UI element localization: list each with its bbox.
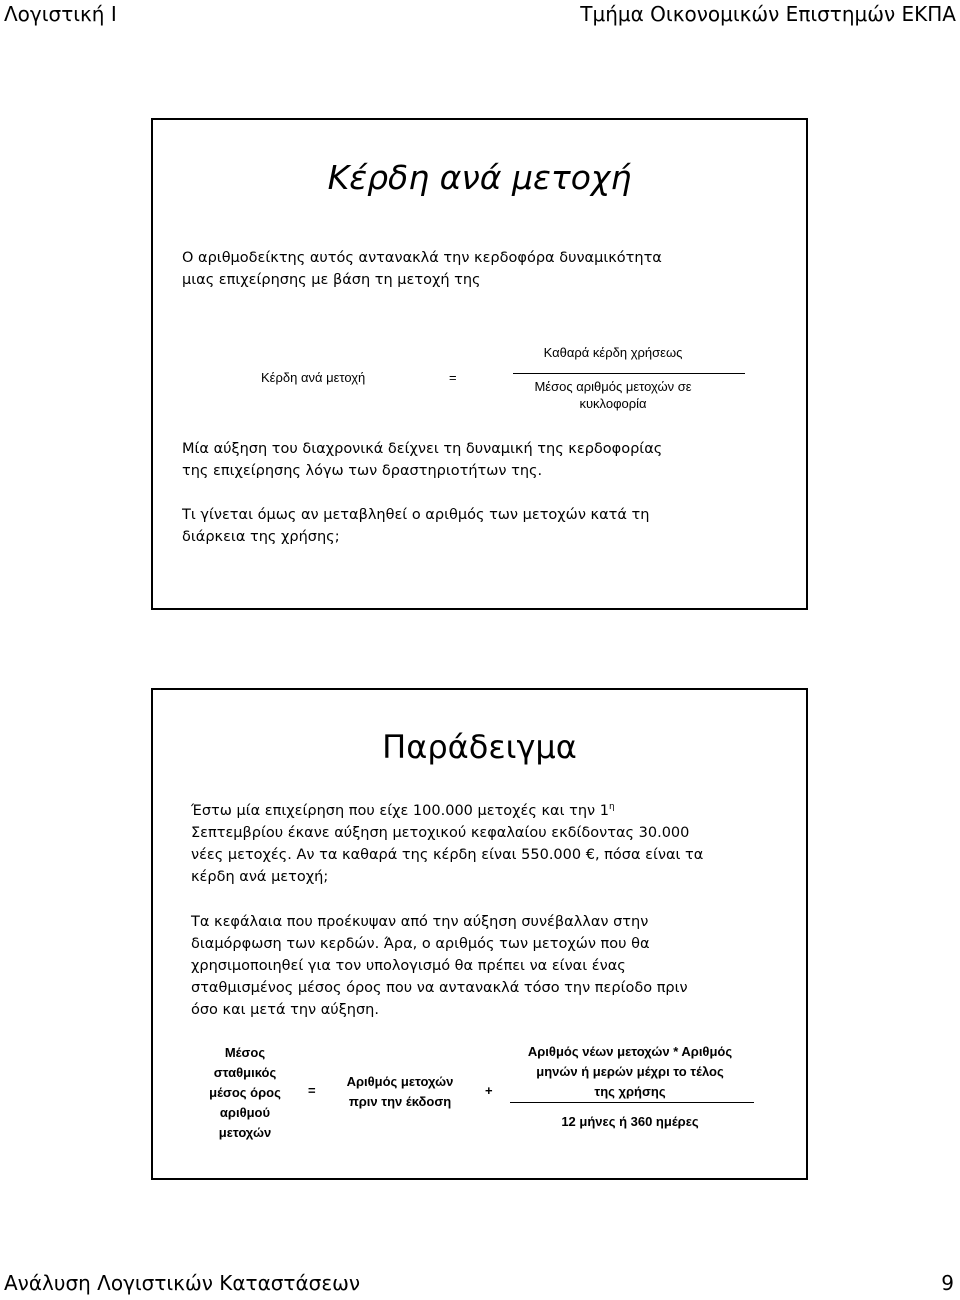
slide2-p2-line4: σταθμισμένος μέσος όρος που να αντανακλά τόσο την περίοδο πριν [191,980,688,996]
weighted-avg-num-line3: της χρήσης [594,1084,666,1099]
slide2-title: Παράδειγμα [382,728,577,766]
slide1-intro-line1: Ο αριθμοδείκτης αυτός αντανακλά την κερδοφόρα δυναμικότητα [182,250,662,266]
eps-formula-lhs: Κέρδη ανά μετοχή [261,370,366,385]
weighted-avg-lhs-line1: Μέσος [224,1045,266,1060]
slide2-paragraph2 [191,911,688,1021]
eps-denominator-line1: Μέσος αριθμός μετοχών σε [534,379,692,394]
slide2-p2-line2: διαμόρφωση των κερδών. Άρα, ο αριθμός των μετοχών που θα [191,936,650,952]
header-department: Τμήμα Οικονομικών Επιστημών ΕΚΠΑ [580,2,956,26]
slide2-p1-line1 [191,796,703,822]
weighted-avg-denominator: 12 μήνες ή 360 ημέρες [561,1114,699,1129]
slide-earnings-per-share [151,118,808,610]
weighted-avg-num-line1: Αριθμός νέων μετοχών * Αριθμός [527,1044,733,1059]
weighted-avg-term1-line1: Αριθμός μετοχών [346,1074,454,1089]
slide2-p2-line1: Τα κεφάλαια που προέκυψαν από την αύξηση συνέβαλλαν στην [191,914,649,930]
weighted-avg-num-line2: μηνών ή μερών μέχρι το τέλος [536,1064,724,1079]
weighted-avg-term1 [330,1072,470,1112]
slide2-paragraph1 [191,796,703,888]
weighted-avg-lhs-line2: σταθμικός [213,1065,277,1080]
slide1-title: Κέρδη ανά μετοχή [327,158,632,197]
weighted-avg-plus: + [485,1083,493,1098]
weighted-avg-term1-line2: πριν την έκδοση [348,1094,452,1109]
weighted-avg-lhs-line4: αριθμού [219,1105,271,1120]
slide1-intro [182,247,662,291]
superscript-eta: η [608,802,615,812]
slide1-p2-line2: της επιχείρησης λόγω των δραστηριοτήτων της. [182,463,543,479]
slide1-p2-line1: Μία αύξηση του διαχρονικά δείχνει τη δυναμική της κερδοφορίας [182,441,663,457]
weighted-avg-equals: = [308,1083,316,1098]
eps-formula-numerator: Καθαρά κέρδη χρήσεως [543,345,683,360]
eps-formula-denominator [503,378,723,412]
weighted-avg-fraction-bar [510,1102,754,1103]
footer-page-number: 9 [941,1271,954,1295]
eps-formula-equals: = [449,370,457,385]
slide2-p1-line3: νέες μετοχές. Αν τα καθαρά της κέρδη είναι 550.000 €, πόσα είναι τα [191,846,704,863]
weighted-avg-numerator [505,1042,755,1102]
weighted-avg-lhs [190,1043,300,1143]
weighted-avg-lhs-line5: μετοχών [218,1125,272,1140]
slide2-p1-line2: Σεπτεμβρίου έκανε αύξηση μετοχικού κεφαλαίου εκδίδοντας 30.000 [191,824,690,841]
slide1-p3-line1: Τι γίνεται όμως αν μεταβληθεί ο αριθμός των μετοχών κατά τη [182,507,650,523]
eps-denominator-line2: κυκλοφορία [579,396,647,411]
slide1-intro-line2: μιας επιχείρησης με βάση τη μετοχή της [182,272,481,288]
weighted-avg-lhs-line3: μέσος όρος [209,1085,281,1100]
slide2-p1-line4: κέρδη ανά μετοχή; [191,868,329,885]
header-course-title: Λογιστική Ι [4,2,117,26]
slide2-p2-line3: χρησιμοποιηθεί για τον υπολογισμό θα πρέπει να είναι ένας [191,958,626,974]
slide1-paragraph2 [182,438,662,482]
footer-title: Ανάλυση Λογιστικών Καταστάσεων [4,1271,361,1295]
slide1-paragraph3 [182,504,649,548]
eps-fraction-bar [513,373,745,374]
slide1-p3-line2: διάρκεια της χρήσης; [182,529,340,545]
slide2-p1-line1-text: Έστω μία επιχείρηση που είχε 100.000 μετοχές και την 1 [191,802,609,819]
slide2-p2-line5: όσο και μετά την αύξηση. [191,1002,379,1018]
